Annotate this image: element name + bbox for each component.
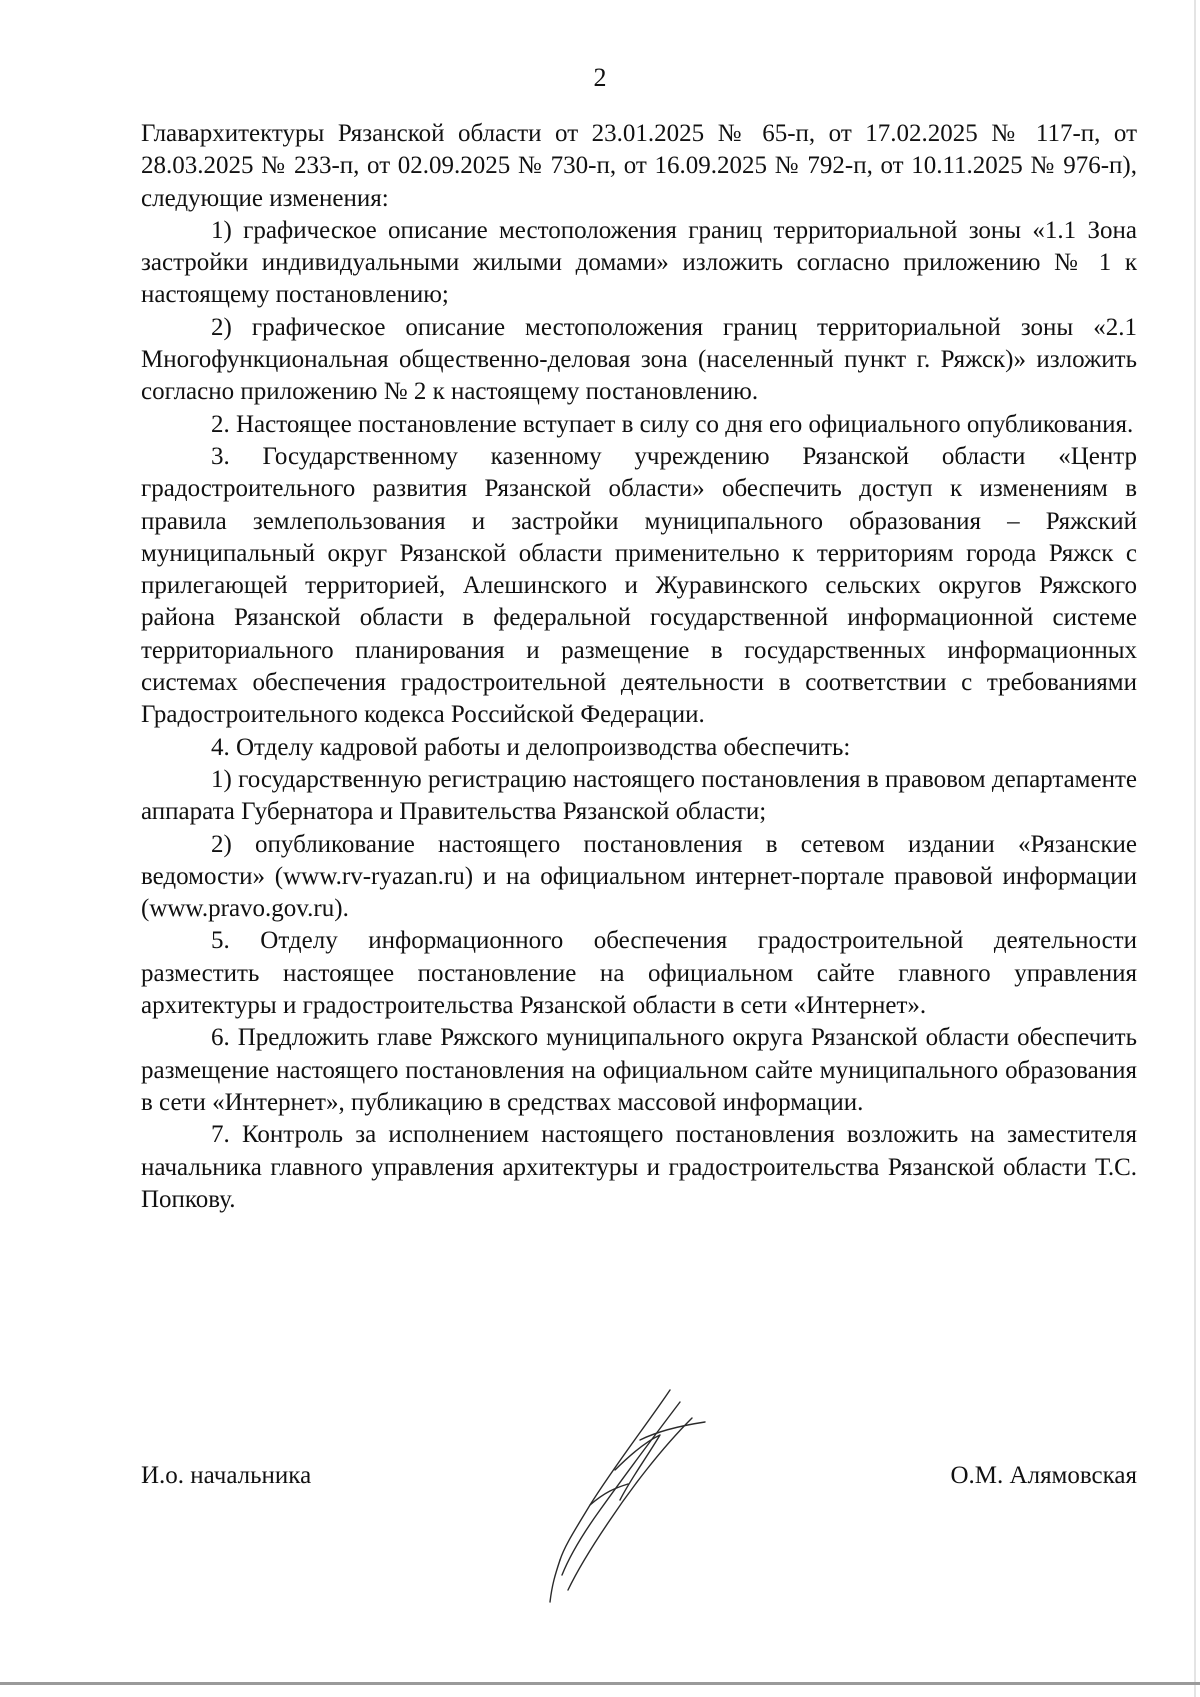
paragraph-2-effective-date: 2. Настоящее постановление вступает в силу со дня его официального опубликования. — [211, 410, 1134, 438]
paragraph-3-access: 3. Государственному казенному учреждению Рязанской области «Центр градостроительного развития Рязанской области» обеспечить доступ к изменениям в правила землепользования и застройки муниципального образования – Ряжский муниципальный округ Рязанской области применительно к территориям города Ряжск с прилегающей территорией, Алешинского и Журавинского сельских округов Ряжского района Рязанской области в федеральной государственной информационной системе территориального планирования и размещение в государственных информационных системах обеспечения градостроительной деятельности в соответствии с требованиями Градостроительного кодекса Российской Федерации. — [141, 442, 1137, 729]
signer-name: О.М. Алямовская — [950, 1462, 1137, 1489]
paragraph-7-control: 7. Контроль за исполнением настоящего постановления возложить на заместителя начальника главного управления архитектуры и градостроительства Рязанской области Т.С. Попкову. — [141, 1121, 1137, 1213]
paragraph-item-4-2: 2) опубликование настоящего постановления в сетевом издании «Рязанские ведомости» (www.rv-ryazan.ru) и на официальном интернет-портале правовой информации (www.pravo.gov.ru). — [141, 830, 1137, 923]
paragraph-amendments-intro: Главархитектуры Рязанской области от 23.01.2025 № 65-п, от 17.02.2025 № 117-п, от 28.03.2025 № 233-п, от 02.09.2025 № 730-п, от 16.09.2025 № 792-п, от 10.11.2025 № 976-п), следующие изменения: — [141, 120, 1137, 212]
signature-block — [141, 1460, 1137, 1500]
scan-edge — [1194, 0, 1196, 1697]
paragraph-6-municipal-head: 6. Предложить главе Ряжского муниципального округа Рязанской области обеспечить размещение настоящего постановления на официальном сайте муниципального образования в сети «Интернет», публикацию в средствах массовой информации. — [141, 1024, 1137, 1116]
scan-bottom-border — [0, 1682, 1200, 1685]
signer-position: И.о. начальника — [141, 1462, 312, 1489]
paragraph-item-1-1: 1) графическое описание местоположения границ территориальной зоны «1.1 Зона застройки индивидуальными жилыми домами» изложить согласно приложению № 1 к настоящему постановлению; — [141, 216, 1137, 309]
paragraph-item-1-2: 2) графическое описание местоположения границ территориальной зоны «2.1 Многофункциональная общественно-деловая зона (населенный пункт г. Ряжск)» изложить согласно приложению № 2 к настоящему постановлению. — [141, 313, 1137, 406]
page-number: 2 — [593, 63, 607, 92]
paragraph-4-records-department: 4. Отделу кадровой работы и делопроизводства обеспечить: — [211, 733, 851, 761]
document-body — [141, 118, 1137, 1216]
paragraph-5-publication: 5. Отделу информационного обеспечения градостроительной деятельности разместить настоящее постановление на официальном сайте главного управления архитектуры и градостроительства Рязанской области в сети «Интернет». — [141, 927, 1137, 1020]
paragraph-item-4-1: 1) государственную регистрацию настоящего постановления в правовом департаменте аппарата Губернатора и Правительства Рязанской области; — [141, 765, 1137, 826]
